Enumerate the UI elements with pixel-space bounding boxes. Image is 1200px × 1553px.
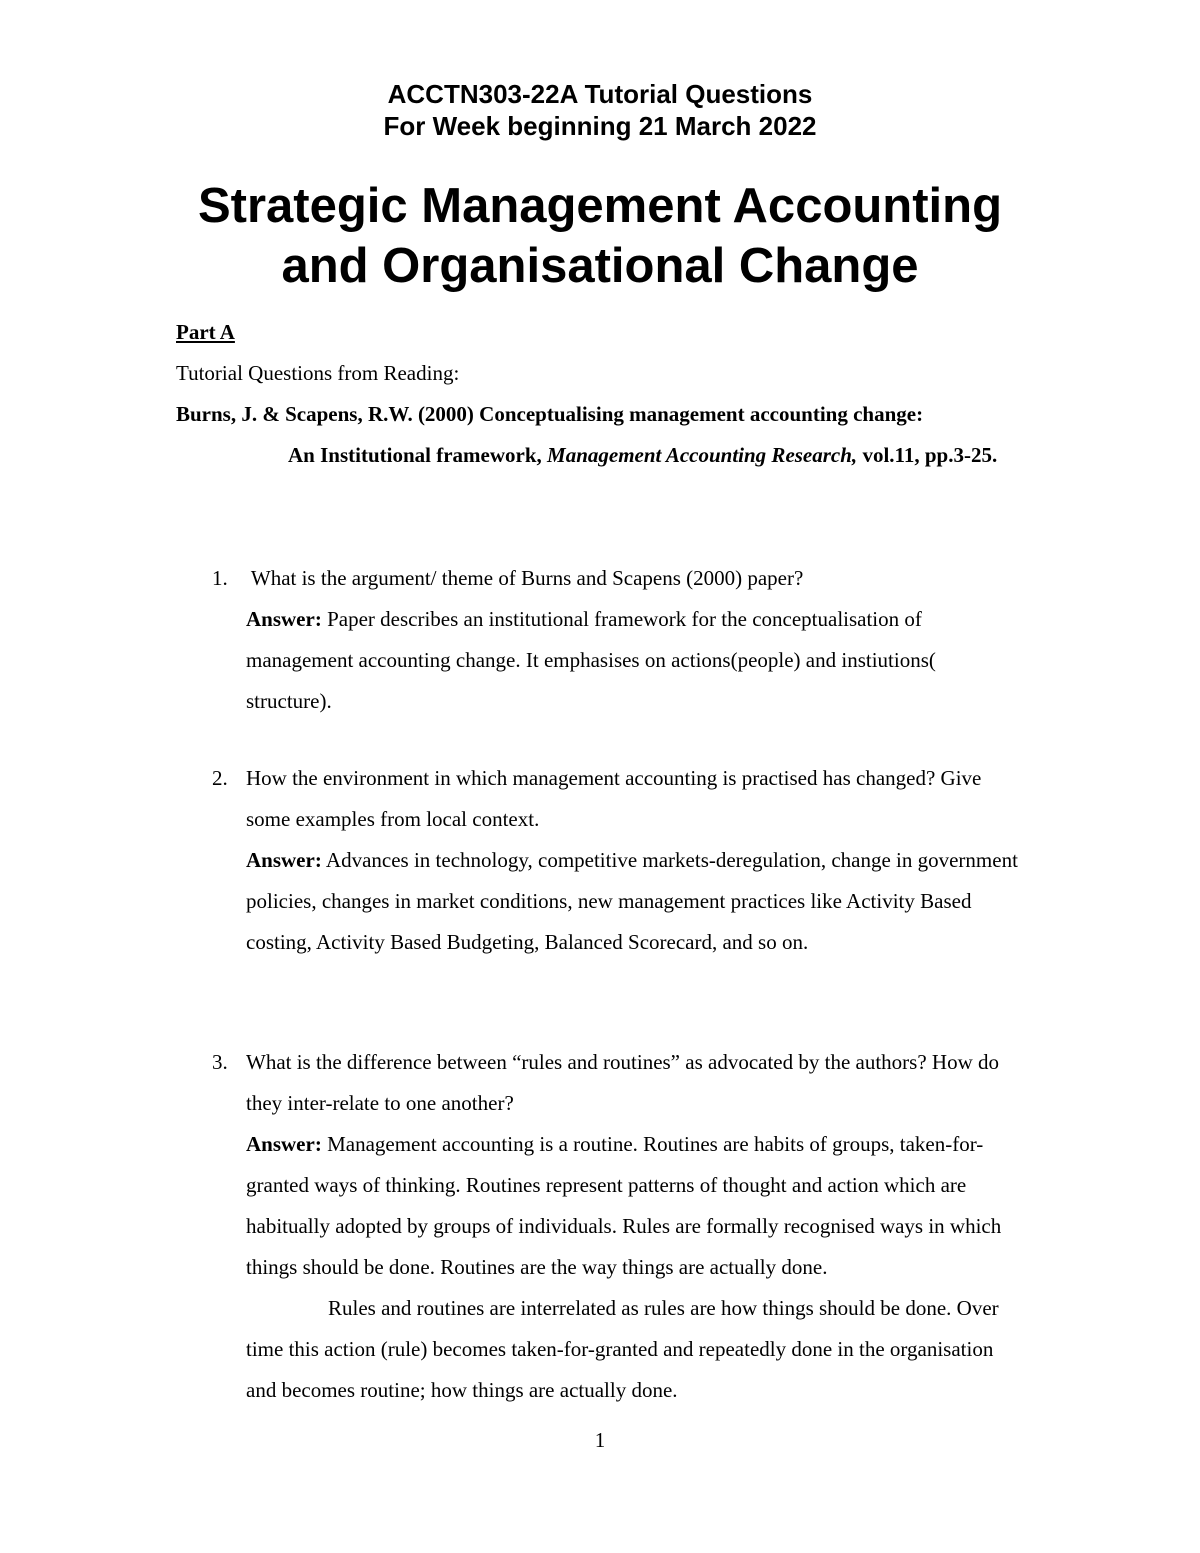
- answer-text: Paper describes an institutional framework for the conceptualisation of management accounting change. It emphasises on actions(people) and instiutions( structure).: [246, 607, 936, 713]
- reference-line-1: Burns, J. & Scapens, R.W. (2000) Conceptualising management accounting change:: [176, 402, 924, 426]
- reading-label: Tutorial Questions from Reading:: [176, 361, 460, 385]
- answer-label: Answer:: [246, 848, 322, 872]
- reference-continuation: [288, 435, 1048, 476]
- question-text: How the environment in which management accounting is practised has changed? Give some examples from local context.: [246, 766, 982, 831]
- question-body: [246, 1042, 1026, 1411]
- answer-extra-paragraph: Rules and routines are interrelated as rules are how things should be done. Over time this action (rule) becomes taken-for-granted and repeatedly done in the organisation and becomes routine; how things are actually done.: [246, 1296, 999, 1402]
- course-header: [0, 78, 1200, 142]
- page-title: [0, 176, 1200, 296]
- course-line: ACCTN303-22A Tutorial Questions: [387, 79, 813, 109]
- page-number: 1: [594, 1428, 606, 1452]
- question-body: [246, 758, 1026, 963]
- answer-paragraph: [246, 840, 1026, 963]
- answer-label: Answer:: [246, 607, 322, 631]
- reference-prefix: An Institutional framework,: [288, 443, 548, 467]
- title-line-1: Strategic Management Accounting: [197, 179, 1003, 233]
- answer-text: Advances in technology, competitive markets-deregulation, change in government policies, changes in market conditions, new management practices like Activity Based costing, Activity Based Budgeting, Balanced Scorecard, and so on.: [246, 848, 1018, 954]
- week-line: For Week beginning 21 March 2022: [383, 111, 817, 141]
- question-number: 2.: [212, 766, 228, 790]
- answer-paragraph: [246, 599, 1026, 722]
- question-text: What is the argument/ theme of Burns and Scapens (2000) paper?: [246, 566, 804, 590]
- answer-text: Management accounting is a routine. Routines are habits of groups, taken-for-granted ways of thinking. Routines represent patterns of thought and action which are habitually adopted by groups of individuals. Rules are formally recognised ways in which things should be done. Routines are the way things are actually done.: [246, 1132, 1002, 1279]
- part-heading: Part A: [176, 320, 235, 344]
- answer-label: Answer:: [246, 1132, 322, 1156]
- question-text: What is the difference between “rules and routines” as advocated by the authors? How do they inter-relate to one another?: [246, 1050, 999, 1115]
- question-number: 3.: [212, 1050, 228, 1074]
- answer-paragraph: [246, 1124, 1026, 1288]
- question-number: 1.: [212, 566, 228, 590]
- reference-suffix: vol.11, pp.3-25.: [857, 443, 998, 467]
- title-line-2: and Organisational Change: [281, 239, 919, 293]
- reference-journal: Management Accounting Research,: [547, 443, 858, 467]
- question-body: [246, 558, 1026, 722]
